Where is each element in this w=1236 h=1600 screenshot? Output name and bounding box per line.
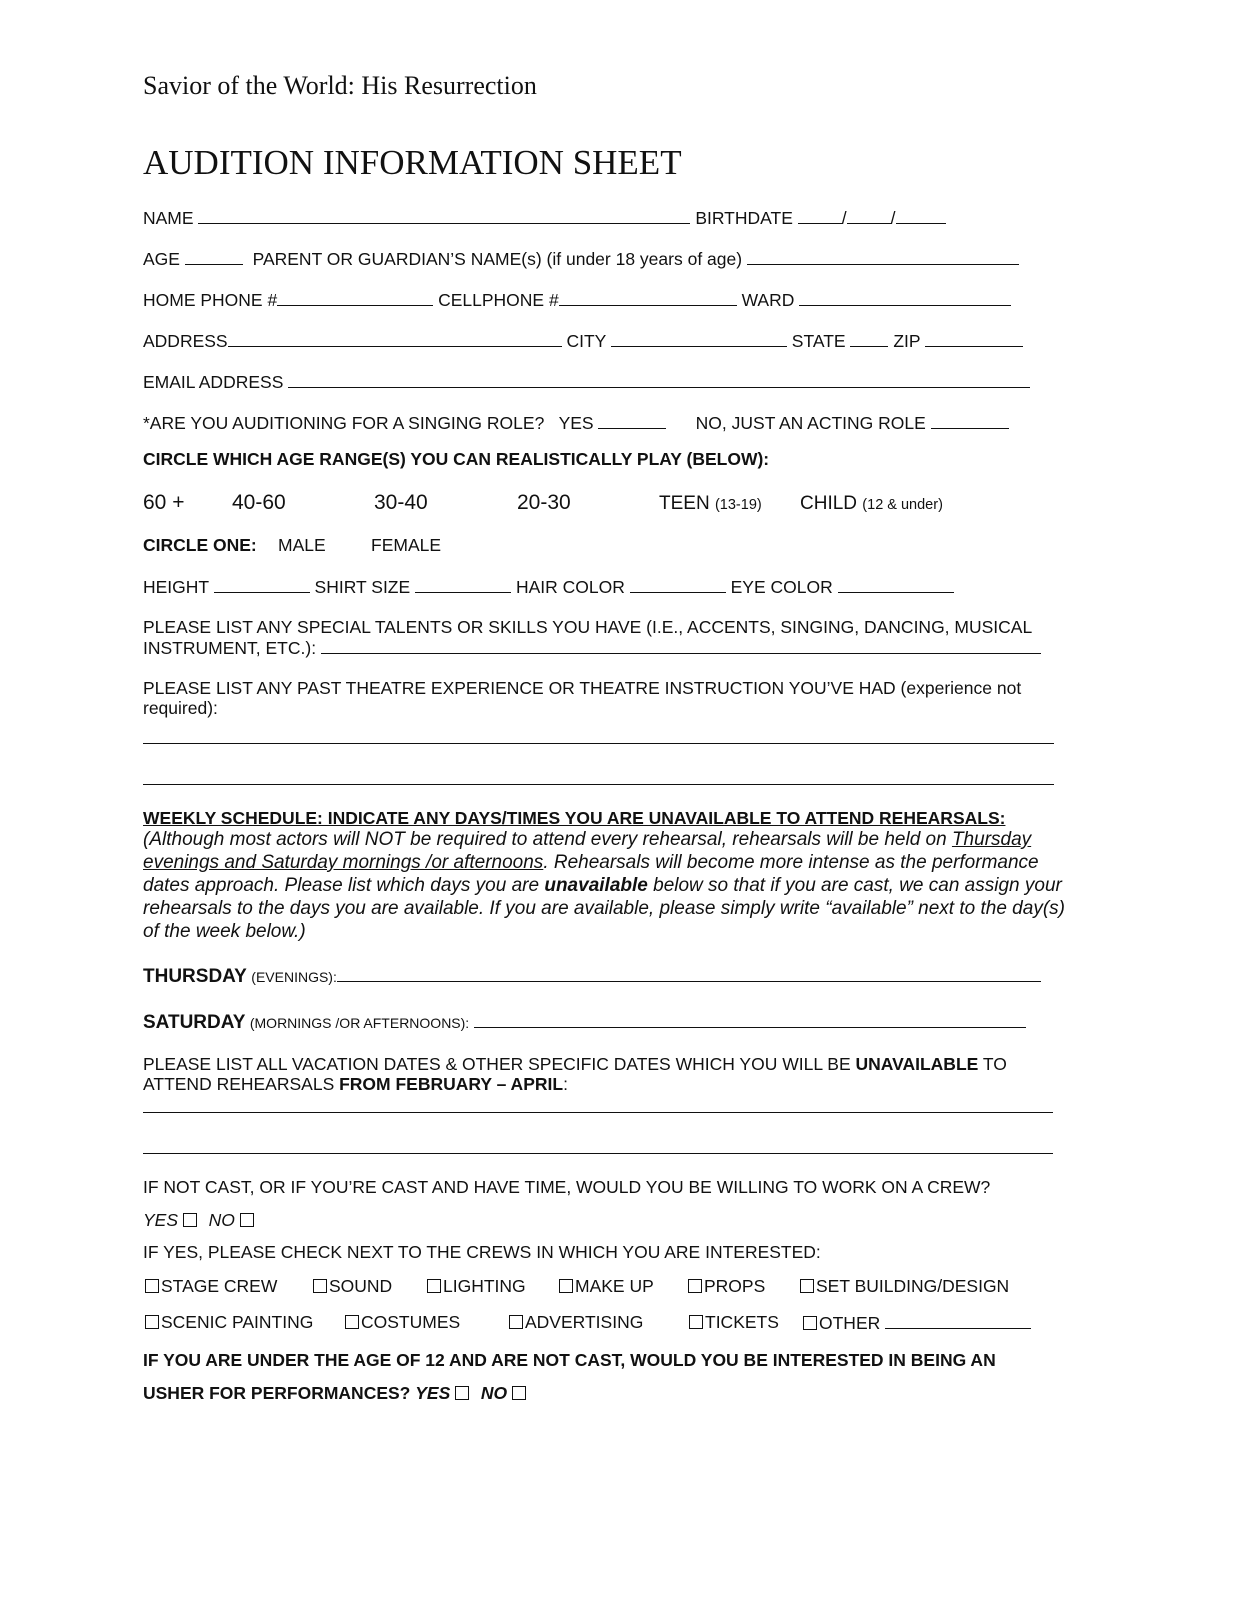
parent-label: PARENT OR GUARDIAN’S NAME(s) (if under 18 years of age) <box>252 249 743 269</box>
crew-yes-label: YES <box>143 1210 179 1230</box>
form-subtitle: Savior of the World: His Resurrection <box>143 71 537 100</box>
props-checkbox[interactable] <box>688 1279 702 1293</box>
schedule-days-emphasis: Thursday evenings and Saturday mornings /or afternoons <box>143 829 1032 873</box>
props-label: PROPS <box>704 1276 766 1296</box>
thursday-field[interactable] <box>337 965 1041 982</box>
vacation-text-2: TO ATTEND REHEARSALS <box>143 1054 1007 1094</box>
vacation-unavailable: UNAVAILABLE <box>855 1054 979 1074</box>
cellphone-field[interactable] <box>559 289 737 306</box>
date-separator: / <box>841 208 847 228</box>
crew-option-tickets[interactable] <box>689 1312 779 1332</box>
age-row <box>143 248 1019 269</box>
saturday-field[interactable] <box>474 1011 1026 1028</box>
vacation-months: FROM FEBRUARY – APRIL <box>339 1074 564 1094</box>
crew-option-lighting[interactable] <box>427 1276 526 1296</box>
talents-prompt-cont: INSTRUMENT, ETC.): <box>143 638 317 658</box>
age-range-teen[interactable] <box>659 492 762 517</box>
other-checkbox[interactable] <box>803 1316 817 1330</box>
eye-color-label: EYE COLOR <box>730 577 833 597</box>
parent-field[interactable] <box>747 248 1019 265</box>
vacation-text-1: PLEASE LIST ALL VACATION DATES & OTHER SPECIFIC DATES WHICH YOU WILL BE <box>143 1054 856 1074</box>
saturday-row <box>143 1011 1026 1035</box>
age-range-child[interactable] <box>800 492 943 517</box>
thursday-row <box>143 965 1041 989</box>
age-range-40-60[interactable]: 40-60 <box>232 491 286 514</box>
teen-label: TEEN <box>659 493 710 514</box>
crew-option-costumes[interactable] <box>345 1312 460 1332</box>
lighting-label: LIGHTING <box>443 1276 526 1296</box>
child-note: (12 & under) <box>862 497 943 513</box>
thursday-label: THURSDAY <box>143 966 247 987</box>
talents-prompt: PLEASE LIST ANY SPECIAL TALENTS OR SKILLS YOU HAVE (I.E., ACCENTS, SINGING, DANCING, MUSICAL <box>143 617 1033 637</box>
saturday-label: SATURDAY <box>143 1012 246 1033</box>
vacation-prompt <box>143 1054 1043 1094</box>
city-field[interactable] <box>611 330 787 347</box>
sound-checkbox[interactable] <box>313 1279 327 1293</box>
crew-interest-prompt: IF YES, PLEASE CHECK NEXT TO THE CREWS IN WHICH YOU ARE INTERESTED: <box>143 1242 821 1262</box>
child-label: CHILD <box>800 493 858 514</box>
scenic-painting-checkbox[interactable] <box>145 1315 159 1329</box>
email-row <box>143 371 1030 392</box>
singing-question: *ARE YOU AUDITIONING FOR A SINGING ROLE? <box>143 413 545 433</box>
crew-option-scenic-painting[interactable] <box>145 1312 313 1332</box>
singing-yes-field[interactable] <box>598 412 666 429</box>
acting-only-field[interactable] <box>931 412 1009 429</box>
usher-yes-checkbox[interactable] <box>455 1386 469 1400</box>
address-field[interactable] <box>228 330 562 347</box>
costumes-checkbox[interactable] <box>345 1315 359 1329</box>
tickets-label: TICKETS <box>705 1312 779 1332</box>
age-label: AGE <box>143 249 180 269</box>
name-row <box>143 207 946 228</box>
set-building-checkbox[interactable] <box>800 1279 814 1293</box>
sound-label: SOUND <box>329 1276 393 1296</box>
usher-yes-label: YES <box>415 1383 451 1403</box>
age-field[interactable] <box>185 248 243 265</box>
crew-yes-no <box>143 1210 256 1230</box>
shirt-size-label: SHIRT SIZE <box>314 577 411 597</box>
address-row <box>143 330 1023 351</box>
crew-option-props[interactable] <box>688 1276 765 1296</box>
thursday-note: (EVENINGS): <box>251 969 337 985</box>
hair-color-label: HAIR COLOR <box>515 577 625 597</box>
height-field[interactable] <box>214 576 310 593</box>
height-label: HEIGHT <box>143 577 209 597</box>
other-field[interactable] <box>885 1312 1031 1329</box>
name-field[interactable] <box>198 207 690 224</box>
teen-note: (13-19) <box>714 497 762 513</box>
city-label: CITY <box>566 331 607 351</box>
crew-option-advertising[interactable] <box>509 1312 643 1332</box>
page-title: AUDITION INFORMATION SHEET <box>143 143 682 182</box>
birthdate-label: BIRTHDATE <box>695 208 793 228</box>
crew-yes-checkbox[interactable] <box>183 1213 197 1227</box>
email-label: EMAIL ADDRESS <box>143 372 284 392</box>
hair-color-field[interactable] <box>630 576 726 593</box>
crew-option-other[interactable] <box>803 1312 1031 1333</box>
set-building-label: SET BUILDING/DESIGN <box>816 1276 1010 1296</box>
gender-male[interactable]: MALE <box>278 535 326 555</box>
usher-no-checkbox[interactable] <box>512 1386 526 1400</box>
shirt-size-field[interactable] <box>415 576 511 593</box>
costumes-label: COSTUMES <box>361 1312 461 1332</box>
usher-row <box>143 1383 528 1403</box>
lighting-checkbox[interactable] <box>427 1279 441 1293</box>
advertising-label: ADVERTISING <box>525 1312 644 1332</box>
age-range-heading: CIRCLE WHICH AGE RANGE(S) YOU CAN REALISTICALLY PLAY (BELOW): <box>143 449 770 469</box>
home-phone-label: HOME PHONE # <box>143 290 278 310</box>
crew-option-make-up[interactable] <box>559 1276 654 1296</box>
experience-line-2[interactable] <box>143 784 1054 785</box>
age-range-20-30[interactable]: 20-30 <box>517 491 571 514</box>
usher-no-label: NO <box>480 1383 508 1403</box>
vacation-line-1[interactable] <box>143 1112 1053 1113</box>
make-up-label: MAKE UP <box>575 1276 654 1296</box>
schedule-instructions <box>143 828 1078 943</box>
talents-row <box>143 637 1041 658</box>
usher-question: IF YOU ARE UNDER THE AGE OF 12 AND ARE NOT CAST, WOULD YOU BE INTERESTED IN BEING AN <box>143 1350 996 1370</box>
talents-field[interactable] <box>321 637 1041 654</box>
singing-row <box>143 412 1009 433</box>
vacation-text-3: : <box>563 1074 568 1094</box>
phone-row <box>143 289 1011 310</box>
state-field[interactable] <box>850 330 888 347</box>
email-field[interactable] <box>288 371 1030 388</box>
home-phone-field[interactable] <box>277 289 433 306</box>
date-separator: / <box>890 208 896 228</box>
tickets-checkbox[interactable] <box>689 1315 703 1329</box>
physical-row <box>143 576 954 597</box>
saturday-note: (MORNINGS /OR AFTERNOONS): <box>249 1015 470 1031</box>
acting-only-label: NO, JUST AN ACTING ROLE <box>695 413 926 433</box>
schedule-text-3: below so that if you are cast, we can assign your rehearsals to the days you are available. If you are available, please simply write “available” next to the day(s) of the week below.) <box>143 875 1065 942</box>
crew-option-sound[interactable] <box>313 1276 392 1296</box>
zip-label: ZIP <box>893 331 921 351</box>
make-up-checkbox[interactable] <box>559 1279 573 1293</box>
unavailable-emphasis: unavailable <box>544 875 648 896</box>
ward-label: WARD <box>741 290 795 310</box>
gender-label: CIRCLE ONE: <box>143 535 257 555</box>
schedule-text-2: . Rehearsals will become more intense as the performance dates approach. Please list which days you are <box>143 852 1039 896</box>
experience-line-1[interactable] <box>143 743 1054 744</box>
name-label: NAME <box>143 208 194 228</box>
advertising-checkbox[interactable] <box>509 1315 523 1329</box>
schedule-heading: WEEKLY SCHEDULE: INDICATE ANY DAYS/TIMES YOU ARE UNAVAILABLE TO ATTEND REHEARSALS: <box>143 808 1006 828</box>
state-label: STATE <box>791 331 846 351</box>
eye-color-field[interactable] <box>838 576 954 593</box>
gender-female[interactable]: FEMALE <box>371 535 442 555</box>
schedule-text-1: (Although most actors will NOT be required to attend every rehearsal, rehearsals will be held on <box>143 829 952 850</box>
experience-prompt-cont: required): <box>143 698 218 718</box>
birth-day-field[interactable] <box>847 207 891 224</box>
age-range-60-plus[interactable]: 60 + <box>143 491 185 514</box>
address-label: ADDRESS <box>143 331 228 351</box>
crew-no-checkbox[interactable] <box>240 1213 254 1227</box>
crew-option-stage-crew[interactable] <box>145 1276 277 1296</box>
crew-question: IF NOT CAST, OR IF YOU’RE CAST AND HAVE TIME, WOULD YOU BE WILLING TO WORK ON A CREW? <box>143 1177 991 1197</box>
ward-field[interactable] <box>799 289 1011 306</box>
experience-prompt: PLEASE LIST ANY PAST THEATRE EXPERIENCE OR THEATRE INSTRUCTION YOU’VE HAD (experience not <box>143 678 1022 698</box>
birth-month-field[interactable] <box>798 207 842 224</box>
singing-yes-label: YES <box>558 413 594 433</box>
birth-year-field[interactable] <box>896 207 946 224</box>
vacation-line-2[interactable] <box>143 1153 1053 1154</box>
cellphone-label: CELLPHONE # <box>438 290 559 310</box>
usher-question-cont: USHER FOR PERFORMANCES? <box>143 1383 411 1403</box>
zip-field[interactable] <box>925 330 1023 347</box>
stage-crew-checkbox[interactable] <box>145 1279 159 1293</box>
age-range-30-40[interactable]: 30-40 <box>374 491 428 514</box>
stage-crew-label: STAGE CREW <box>161 1276 278 1296</box>
crew-option-set-building[interactable] <box>800 1276 1009 1296</box>
crew-no-label: NO <box>208 1210 235 1230</box>
other-label: OTHER <box>819 1313 881 1333</box>
scenic-painting-label: SCENIC PAINTING <box>161 1312 314 1332</box>
